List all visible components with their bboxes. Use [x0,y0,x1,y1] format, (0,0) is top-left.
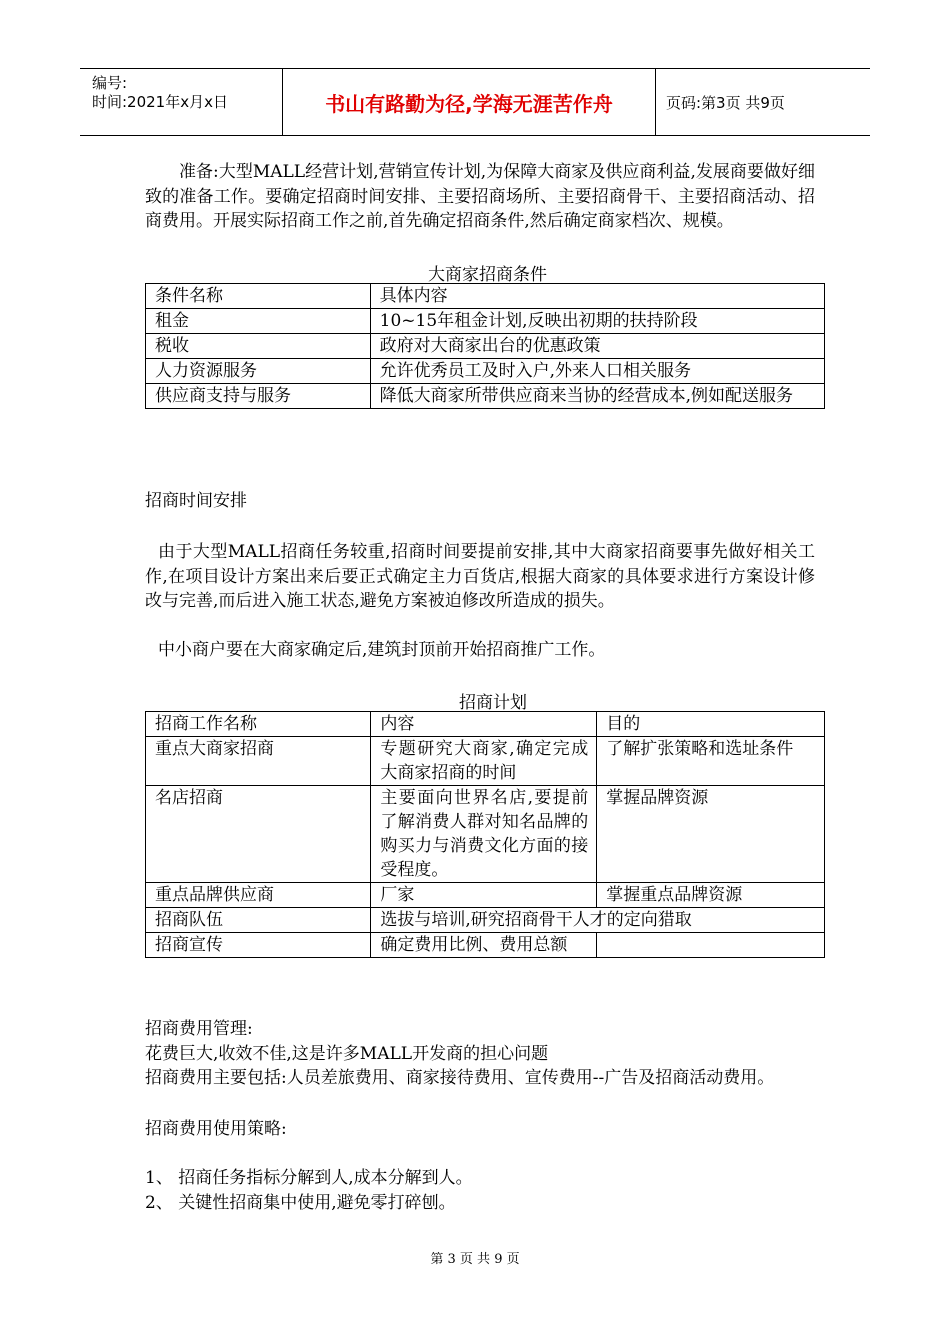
table-header-cell: 目的 [597,712,825,737]
intro-paragraph: 准备:大型MALL经营计划,营销宣传计划,为保障大商家及供应商利益,发展商要做好细致的准备工作。要确定招商时间安排、主要招商场所、主要招商骨干、主要招商活动、招商费用。开展实际招商工作之前,首先确定招商条件,然后确定商家档次、规模。 [145,162,815,231]
cost-line-1: 花费巨大,收效不佳,这是许多MALL开发商的担心问题 [145,1044,549,1064]
number-label: 编号: [92,74,128,92]
table-cell: 允许优秀员工及时入户,外来人口相关服务 [370,359,824,384]
table2-caption: 招商计划 [459,693,527,713]
table-row [146,334,825,359]
table-cell: 租金 [146,309,371,334]
table-cell: 重点大商家招商 [146,737,371,786]
table-cell: 人力资源服务 [146,359,371,384]
table-cell: 主要面向世界名店,要提前了解消费人群对知名品牌的购买力与消费文化方面的接受程度。 [371,786,597,883]
table-cell: 厂家 [371,883,597,908]
table-cell: 名店招商 [146,786,371,883]
table-cell: 供应商支持与服务 [146,384,371,409]
table-row [146,309,825,334]
table-header-cell: 内容 [371,712,597,737]
header-page-label: 页码:第3页 共9页 [666,93,785,112]
table-cell: 重点品牌供应商 [146,883,371,908]
page-footer: 第 3 页 共 9 页 [430,1252,520,1267]
date-label: 时间:2021年x月x日 [92,93,228,111]
table-cell: 税收 [146,334,371,359]
cost-item-2: 2、 关键性招商集中使用,避免零打碎刨。 [145,1193,456,1213]
table-row [146,384,825,409]
table-row [146,359,825,384]
table-cell: 招商队伍 [146,908,371,933]
table-cell: 了解扩张策略和选址条件 [597,737,825,786]
table-cell [597,933,825,958]
table-cell: 招商宣传 [146,933,371,958]
table-header-cell: 招商工作名称 [146,712,371,737]
table-row [146,908,825,933]
table-cell: 选拔与培训,研究招商骨干人才的定向猎取 [371,908,825,933]
table-header-cell: 具体内容 [370,284,824,309]
table-cell: 确定费用比例、费用总额 [371,933,597,958]
table-row [146,933,825,958]
table-header-cell: 条件名称 [146,284,371,309]
cost-line-2: 招商费用主要包括:人员差旅费用、商家接待费用、宣传费用--广告及招商活动费用。 [145,1068,775,1088]
cost-title: 招商费用管理: [145,1019,253,1039]
table-header-row [146,284,825,309]
section-title: 招商时间安排 [145,491,247,511]
schedule-paragraph: 由于大型MALL招商任务较重,招商时间要提前安排,其中大商家招商要事先做好相关工作,在项目设计方案出来后要正式确定主力百货店,根据大商家的具体要求进行方案设计修改与完善,而后进入施工状态,避免方案被迫修改所造成的损失。 [145,542,815,611]
table-cell: 降低大商家所带供应商来当协的经营成本,例如配送服务 [370,384,824,409]
table-cell: 10~15年租金计划,反映出初期的扶持阶段 [370,309,824,334]
cost-line-3: 招商费用使用策略: [145,1119,287,1139]
conditions-table [145,283,825,409]
cost-item-1: 1、 招商任务指标分解到人,成本分解到人。 [145,1168,473,1188]
table-cell: 政府对大商家出台的优惠政策 [370,334,824,359]
table-row [146,883,825,908]
motto: 书山有路勤为径,学海无涯苦作舟 [325,91,613,116]
page-header [80,68,870,136]
table1-caption: 大商家招商条件 [428,265,547,285]
schedule-paragraph-2: 中小商户要在大商家确定后,建筑封顶前开始招商推广工作。 [158,640,606,660]
plan-table [145,711,825,958]
table-header-row [146,712,825,737]
table-row [146,786,825,883]
table-cell: 掌握重点品牌资源 [597,883,825,908]
table-cell: 掌握品牌资源 [597,786,825,883]
table-cell: 专题研究大商家,确定完成大商家招商的时间 [371,737,597,786]
header-motto-cell [283,69,656,135]
table-row [146,737,825,786]
header-meta [80,69,283,135]
